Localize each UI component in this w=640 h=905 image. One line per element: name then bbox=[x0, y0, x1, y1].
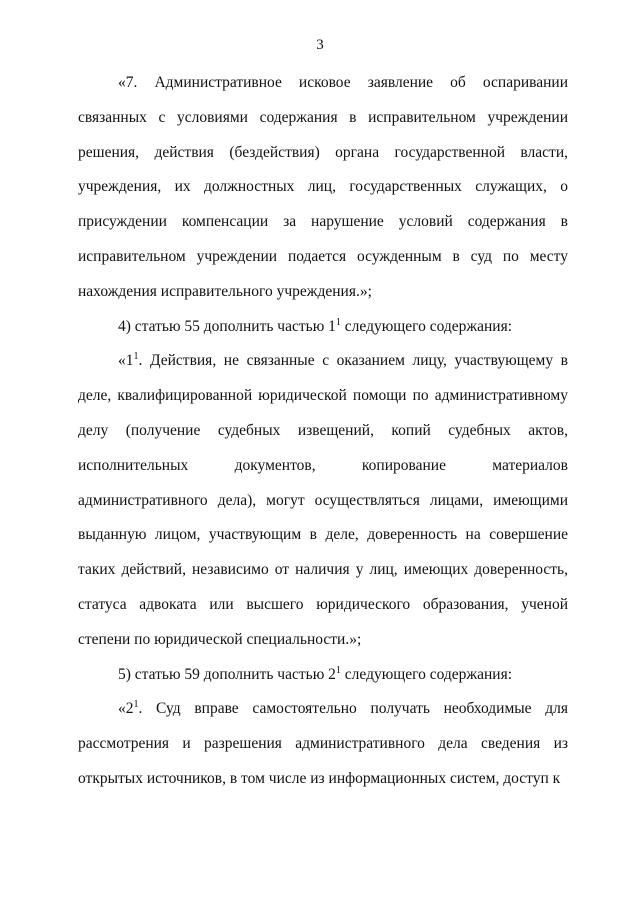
part-1-1-text: . Действия, не связанные с оказанием лицу, участвующему в деле, квалифицированной юридической помощи по административному делу (получение судебных извещений, копий судебных актов, исполнительных документов, копирование материалов административного дела), могут осуществляться лицами, имеющими выданную лицом, участвующим в деле, доверенность на совершение таких действий, независимо от наличия у лиц, имеющих доверенность, статуса адвоката или высшего юридического образования, ученой степени по юридической специальности.»; bbox=[78, 352, 568, 648]
part-2-1-number: «2 bbox=[118, 700, 134, 718]
page-number: 3 bbox=[316, 37, 324, 53]
paragraph-article-7-text: «7. Административное исковое заявление об оспаривании связанных с условиями содержания в исправительном учреждении решения, действия (бездействия) органа государственной власти, учреждения, их должностных лиц, государственных служащих, о присуждении компенсации за нарушение условий содержания в исправительном учреждении подается осужденным в суд по месту нахождения исправительного учреждения.»; bbox=[78, 74, 568, 300]
part-1-1-number: «1 bbox=[118, 352, 134, 370]
item-4-text: 4) статью 55 дополнить частью 1 bbox=[118, 317, 336, 335]
item-5-text-end: следующего содержания: bbox=[340, 665, 513, 683]
part-2-1-superscript: 1 bbox=[133, 699, 139, 711]
paragraph-part-2-1 bbox=[78, 692, 568, 796]
paragraph-article-7 bbox=[78, 66, 568, 310]
part-2-1-text: . Суд вправе самостоятельно получать необходимые для рассмотрения и разрешения административного дела сведения из открытых источников, в том числе из информационных систем, доступ к bbox=[78, 700, 568, 787]
document-body bbox=[78, 66, 568, 797]
paragraph-part-1-1 bbox=[78, 344, 568, 657]
item-5-superscript: 1 bbox=[335, 664, 341, 676]
paragraph-item-4 bbox=[78, 310, 568, 345]
item-5-text: 5) статью 59 дополнить частью 2 bbox=[118, 665, 336, 683]
item-4-text-end: следующего содержания: bbox=[340, 317, 513, 335]
paragraph-item-5 bbox=[78, 658, 568, 693]
item-4-superscript: 1 bbox=[335, 316, 341, 328]
part-1-1-superscript: 1 bbox=[133, 351, 139, 363]
